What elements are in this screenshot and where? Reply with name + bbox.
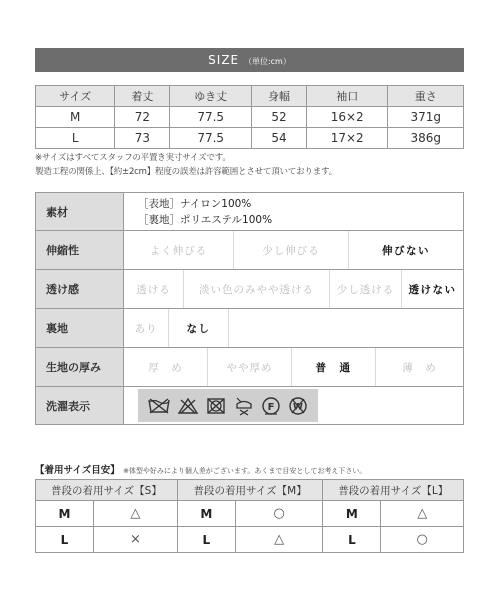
table-row: [36, 128, 464, 149]
table-row: [36, 501, 464, 527]
cell: 73: [115, 128, 170, 149]
cell: 371g: [388, 107, 464, 128]
cell: L: [323, 527, 381, 553]
row-washing: [36, 387, 464, 425]
material-lining: ［裏地］ポリエステル100%: [138, 213, 273, 226]
label-lining: 裏地: [36, 309, 124, 348]
sheer-options: [124, 270, 463, 308]
fit-table: [35, 479, 464, 553]
dry-clean-f-icon: [261, 396, 281, 416]
option: 伸びない: [382, 244, 430, 257]
col-width: 身幅: [251, 86, 306, 107]
option: よく伸びる: [124, 231, 234, 269]
fit-header-l: 普段の着用サイズ【L】: [323, 480, 464, 501]
no-tumble-dry-icon: [206, 397, 226, 415]
row-lining: [36, 309, 464, 348]
cell: 16×2: [307, 107, 388, 128]
label-thickness: 生地の厚み: [36, 348, 124, 387]
row-material: [36, 193, 464, 231]
cell: ○: [235, 501, 323, 527]
col-cuff: 袖口: [307, 86, 388, 107]
cell: ×: [94, 527, 178, 553]
cell: L: [36, 527, 94, 553]
cell: 77.5: [170, 107, 251, 128]
note-line: 製造工程の関係上、【約±2cm】程度の誤差は許容範囲とさせて頂いております。: [35, 167, 337, 177]
cell: △: [235, 527, 323, 553]
label-sheer: 透け感: [36, 270, 124, 309]
fit-table-header: [36, 480, 464, 501]
material-value: [124, 193, 464, 231]
cell: 72: [115, 107, 170, 128]
size-title: SIZE: [208, 53, 240, 67]
svg-text:F: F: [267, 401, 275, 413]
label-washing: 洗濯表示: [36, 387, 124, 425]
no-bleach-icon: [177, 397, 199, 415]
fit-header-s: 普段の着用サイズ【S】: [36, 480, 178, 501]
material-outer: ［表地］ナイロン100%: [138, 197, 252, 210]
option: 少し透ける: [330, 270, 402, 308]
cell: L: [36, 128, 115, 149]
cell: M: [36, 501, 94, 527]
cell: △: [94, 501, 178, 527]
svg-text:W: W: [293, 402, 304, 412]
cell: ○: [381, 527, 464, 553]
line-dry-shade-icon: [234, 396, 254, 416]
size-table-header: [36, 86, 464, 107]
no-wash-icon: [148, 397, 170, 415]
option: 薄 め: [402, 361, 437, 374]
thickness-options: [124, 348, 463, 386]
label-stretch: 伸縮性: [36, 231, 124, 270]
cell: M: [177, 501, 235, 527]
fit-note: ※体型や好みにより個人差がございます。あくまで目安としてお考え下さい。: [123, 467, 367, 475]
care-label: [138, 389, 318, 422]
cell: 54: [251, 128, 306, 149]
label-material: 素材: [36, 193, 124, 231]
size-unit: （単位:cm）: [243, 57, 291, 66]
row-sheer: [36, 270, 464, 309]
col-length: 着丈: [115, 86, 170, 107]
size-notes: [35, 151, 475, 179]
col-size: サイズ: [36, 86, 115, 107]
col-weight: 重さ: [388, 86, 464, 107]
row-stretch: [36, 231, 464, 270]
option: 厚 め: [124, 348, 208, 386]
attribute-table: [35, 192, 464, 425]
option: 淡い色のみやや透ける: [184, 270, 330, 308]
material-text: [124, 196, 463, 228]
stretch-options: [124, 231, 463, 269]
no-wet-clean-icon: [288, 396, 308, 416]
fit-header-m: 普段の着用サイズ【M】: [177, 480, 323, 501]
fit-title-text: 【着用サイズ目安】: [35, 465, 120, 476]
option: 少し伸びる: [234, 231, 349, 269]
cell: △: [381, 501, 464, 527]
col-sleeve: ゆき丈: [170, 86, 251, 107]
size-table: [35, 85, 464, 149]
table-row: [36, 527, 464, 553]
table-row: [36, 107, 464, 128]
option: やや厚め: [208, 348, 292, 386]
option: 透ける: [124, 270, 184, 308]
note-line: ※サイズはすべてスタッフの平置き実寸サイズです。: [35, 153, 231, 163]
option: あり: [124, 309, 169, 347]
cell: 386g: [388, 128, 464, 149]
cell: 52: [251, 107, 306, 128]
size-header: [35, 48, 464, 72]
cell: 17×2: [307, 128, 388, 149]
option: 透けない: [408, 283, 457, 296]
option: なし: [169, 309, 229, 347]
cell: 77.5: [170, 128, 251, 149]
cell: M: [36, 107, 115, 128]
option: 普 通: [292, 348, 376, 386]
cell: L: [177, 527, 235, 553]
row-thickness: [36, 348, 464, 387]
fit-guide-title: [35, 462, 366, 476]
lining-options: [124, 309, 463, 347]
cell: M: [323, 501, 381, 527]
